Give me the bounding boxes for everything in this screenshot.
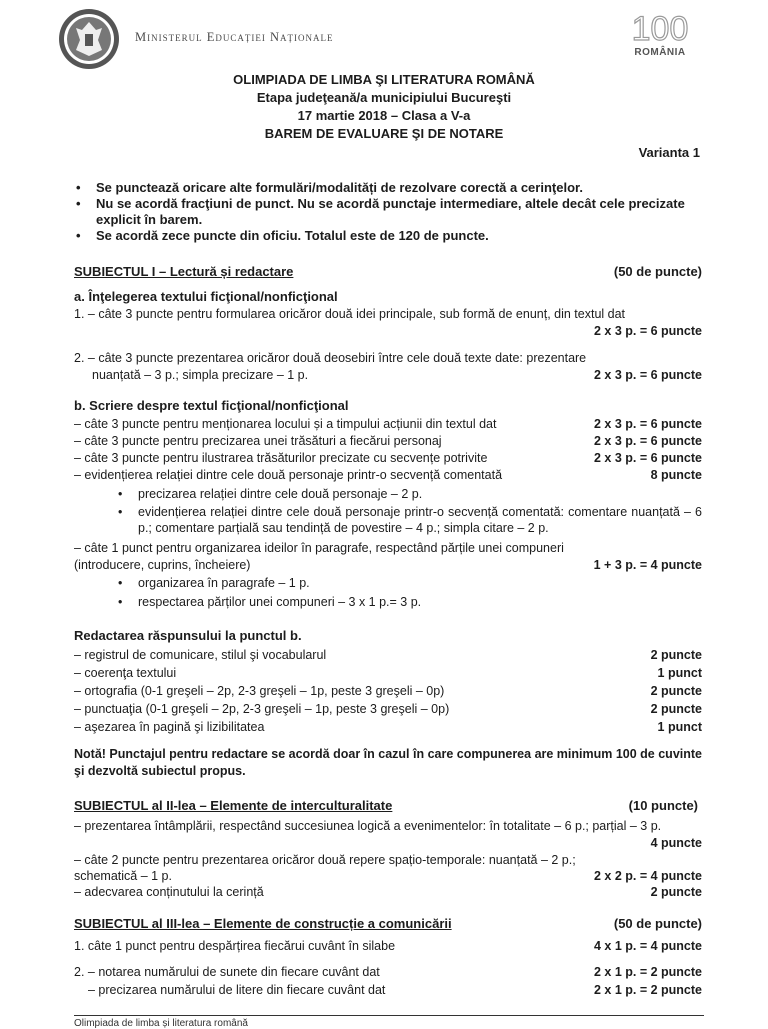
section-2-heading	[74, 798, 698, 813]
b-line	[74, 450, 702, 466]
s3-line1	[74, 938, 702, 954]
redactare-title: Redactarea răspunsului la punctul b.	[74, 628, 302, 643]
b-subitem	[118, 504, 702, 536]
s2-line2-score: 2 x 2 p. = 4 puncte	[593, 869, 702, 883]
b-line	[74, 416, 702, 432]
note: Notă! Punctajul pentru redactare se acordă doar în cazul în care compunerea are minimum 100 de cuvinte şi dezvoltă subiectul propus.	[74, 747, 702, 778]
variant-label: Varianta 1	[638, 145, 700, 160]
b-subitem-text: • respectarea părților unei compuneri – 3 x 1 p.= 3 p.	[118, 594, 702, 610]
red-line-score: 1 punct	[657, 666, 702, 680]
section-3-title: SUBIECTUL al III-lea – Elemente de construcție a comunicării	[74, 916, 452, 931]
red-line-score: 1 punct	[657, 720, 702, 734]
item-a1-score: 2 x 3 p. = 6 puncte	[593, 324, 702, 338]
romania-100-logo	[620, 8, 700, 68]
part-b-title: b. Scriere despre textul ficţional/nonficţional	[74, 398, 349, 413]
b-subitem	[118, 486, 702, 502]
b-line	[74, 467, 702, 483]
s2-line2-text: – câte 2 puncte pentru prezentarea oricăror două repere spațio-temporale: nuanțată – 2 p.;	[74, 853, 576, 867]
red-line-score: 2 puncte	[650, 648, 702, 662]
ministry-name: Ministerul Educației Naționale	[135, 30, 334, 44]
footer-divider	[74, 1015, 704, 1016]
s2-line2-text2: schematică – 1 p.	[74, 869, 172, 883]
b-line-text: – câte 3 puncte pentru ilustrarea trăsăturilor precizate cu secvențe potrivite	[74, 451, 488, 465]
part-a-title: a. Înţelegerea textului ficţional/nonficţional	[74, 289, 338, 304]
b-line-score: 2 x 3 p. = 6 puncte	[593, 417, 702, 431]
b-subitem-text: • evidențierea relației dintre cele două personaje printr-o secvență comentată: comentare nuanțată – 6 p.; comentare parțială sau tendință de povestire – 4 p.; simpla citare – 2 p.	[118, 504, 702, 536]
item-a2-text: 2. – câte 3 puncte prezentarea oricăror două deosebiri între cele două texte date: prezentare	[74, 351, 587, 365]
item-a1-text: 1. – câte 3 puncte pentru formularea oricăror două idei principale, sub formă de enunț, din textul dat	[74, 307, 626, 321]
s3-line2-score: 2 x 1 p. = 2 puncte	[593, 965, 702, 979]
red-line-score: 2 puncte	[650, 702, 702, 716]
rule-item: • Nu se acordă fracţiuni de punct. Nu se acordă punctaje intermediare, altele decât cele precizate explicit în barem.	[76, 196, 706, 228]
general-rules	[76, 180, 706, 244]
red-line-text: – aşezarea în pagină şi lizibilitatea	[74, 720, 265, 734]
b-org-row2	[74, 557, 702, 573]
red-line	[74, 665, 702, 681]
red-line-text: – coerenţa textului	[74, 666, 177, 680]
b-line	[74, 433, 702, 449]
red-line	[74, 647, 702, 663]
item-a2-text2: nuanțată – 3 p.; simpla precizare – 1 p.	[92, 368, 309, 382]
s3-line1-text: 1. câte 1 punct pentru despărțirea fiecărui cuvânt în silabe	[74, 939, 396, 953]
s3-line2-text: 2. – notarea numărului de sunete din fiecare cuvânt dat	[74, 965, 380, 979]
s3-line2	[74, 964, 702, 980]
barem-title: BAREM DE EVALUARE ŞI DE NOTARE	[264, 126, 504, 141]
red-line-text: – punctuaţia (0-1 greşeli – 2p, 2-3 greşeli – 1p, peste 3 greşeli – 0p)	[74, 702, 450, 716]
section-2-title: SUBIECTUL al II-lea – Elemente de interculturalitate	[74, 798, 393, 813]
b-line-text: – evidențierea relației dintre cele două personaje printr-o secvență comentată	[74, 468, 503, 482]
red-line	[74, 701, 702, 717]
b-line-text: – câte 3 puncte pentru precizarea unei trăsături a fiecărui personaj	[74, 434, 442, 448]
b-org-text2: (introducere, cuprins, încheiere)	[74, 558, 251, 572]
section-1-title: SUBIECTUL I – Lectură și redactare	[74, 264, 294, 279]
b-line-score: 2 x 3 p. = 6 puncte	[593, 451, 702, 465]
section-1-points: (50 de puncte)	[613, 264, 702, 279]
red-line	[74, 683, 702, 699]
s2-line2	[74, 852, 702, 868]
date-title: 17 martie 2018 – Clasa a V-a	[297, 108, 471, 123]
section-1-heading	[74, 264, 702, 279]
s2-line1-text: – prezentarea întâmplării, respectând succesiunea logică a evenimentelor: în totalitate – 6 p.; parțial – 3 p.	[74, 819, 662, 833]
s3-line3-score: 2 x 1 p. = 2 puncte	[593, 983, 702, 997]
b-line-text: – câte 3 puncte pentru menționarea locului și a timpului acțiunii din textul dat	[74, 417, 497, 431]
b-org-text: – câte 1 punct pentru organizarea ideilor în paragrafe, respectând părțile unei compuneri	[74, 541, 564, 555]
b-subitem	[118, 575, 702, 591]
b-subitem-text: • precizarea relației dintre cele două personaje – 2 p.	[118, 486, 702, 502]
s2-line1	[74, 818, 702, 834]
item-a2-row2	[74, 367, 702, 383]
b-subitem	[118, 594, 702, 610]
item-a2	[74, 350, 702, 366]
b-subitem-text: • organizarea în paragrafe – 1 p.	[118, 575, 702, 591]
rule-item: • Se acordă zece puncte din oficiu. Totalul este de 120 de puncte.	[76, 228, 706, 244]
logo-number: 100	[631, 10, 689, 44]
s2-line2-row2	[74, 868, 702, 884]
item-a2-score: 2 x 3 p. = 6 puncte	[593, 368, 702, 382]
red-line-text: – registrul de comunicare, stilul şi vocabularul	[74, 648, 327, 662]
s2-line3-score: 2 puncte	[650, 885, 702, 899]
s2-line1-score: 4 puncte	[650, 836, 702, 850]
section-3-points: (50 de puncte)	[613, 916, 702, 931]
section-2-points: (10 puncte)	[628, 798, 698, 813]
s3-line3-text: – precizarea numărului de litere din fiecare cuvânt dat	[88, 983, 386, 997]
s3-line3	[74, 982, 702, 998]
logo-text: ROMÂNIA	[634, 47, 686, 58]
item-a1	[74, 306, 702, 322]
section-3-heading	[74, 916, 702, 931]
s2-line3	[74, 884, 702, 900]
s3-line1-score: 4 x 1 p. = 4 puncte	[593, 939, 702, 953]
s2-line3-text: – adecvarea conținutului la cerință	[74, 885, 264, 899]
ministry-seal-icon	[58, 8, 120, 70]
olympiad-title: OLIMPIADA DE LIMBA ŞI LITERATURA ROMÂNĂ	[233, 72, 535, 87]
centenary-logo-icon	[624, 8, 696, 44]
red-line	[74, 719, 702, 735]
b-line-score: 2 x 3 p. = 6 puncte	[593, 434, 702, 448]
red-line-text: – ortografia (0-1 greşeli – 2p, 2-3 greşeli – 1p, peste 3 greşeli – 0p)	[74, 684, 445, 698]
rule-item: • Se punctează oricare alte formulări/modalități de rezolvare corectă a cerinţelor.	[76, 180, 706, 196]
stage-title: Etapa judeţeană/a municipiului Bucureşti	[256, 90, 512, 105]
red-line-score: 2 puncte	[650, 684, 702, 698]
footer-text: Olimpiada de limba și literatura română	[74, 1018, 248, 1029]
b-org-score: 1 + 3 p. = 4 puncte	[593, 558, 702, 572]
b-line-score: 8 puncte	[650, 468, 702, 482]
b-org	[74, 540, 702, 556]
